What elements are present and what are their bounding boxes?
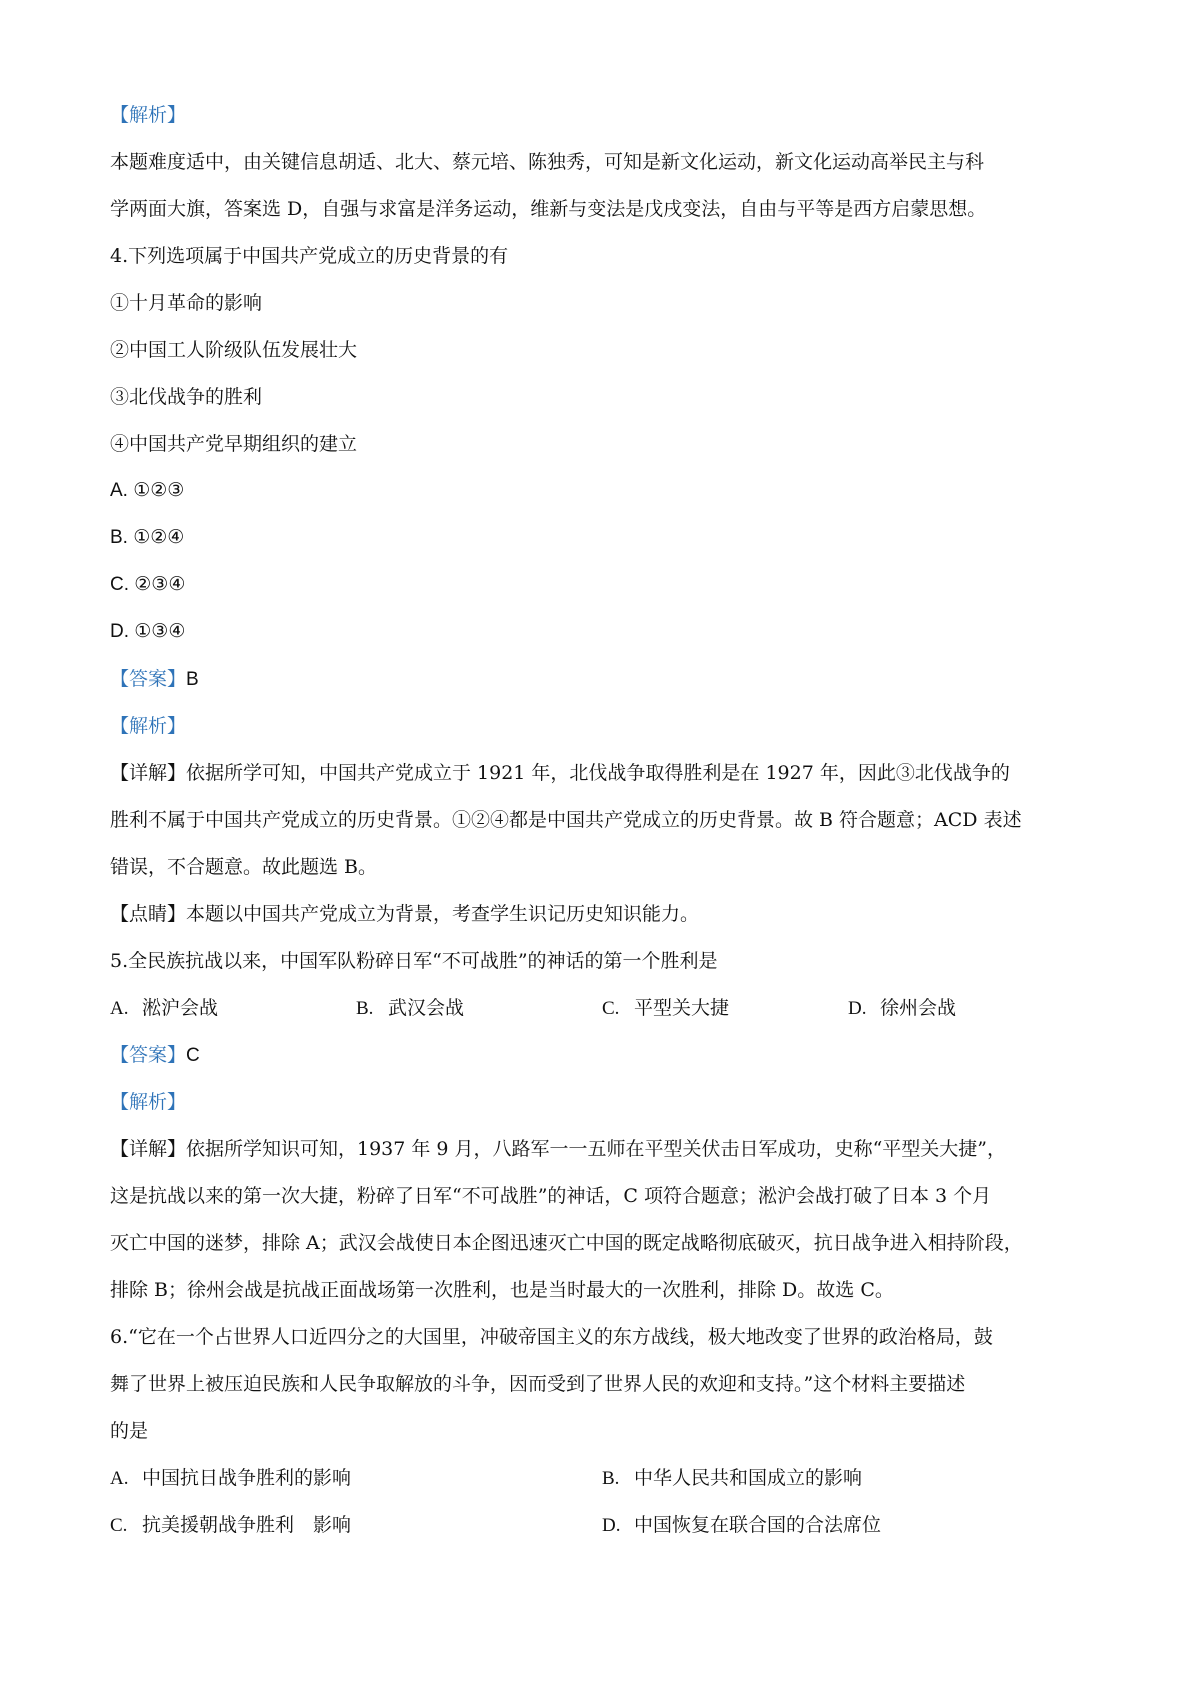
question-stem: 5.全民族抗战以来，中国军队粉碎日军“不可战胜”的神话的第一个胜利是 — [110, 950, 718, 972]
analysis-tag: 【解析】 — [110, 104, 187, 126]
analysis-tag: 【解析】 — [110, 1091, 187, 1113]
option-b — [356, 992, 464, 1025]
option-text: 中华人民共和国成立的影响 — [634, 1467, 863, 1489]
option-text: 抗美援朝战争胜利 影响 — [142, 1514, 352, 1536]
detail-text: 【详解】依据所学可知，中国共产党成立于 1921 年，北伐战争取得胜利是在 1927 年，因此③北伐战争的 — [110, 762, 1010, 784]
option-letter: A. — [110, 1468, 129, 1489]
option-c: C. ②③④ — [110, 574, 186, 595]
option-letter: C. — [110, 1515, 128, 1536]
answer-tag: 【答案】 — [110, 1044, 187, 1066]
answer-line — [110, 663, 1100, 696]
question-item: ②中国工人阶级队伍发展壮大 — [110, 339, 358, 361]
analysis-tag: 【解析】 — [110, 715, 187, 737]
question-stem: 6.“它在一个占世界人口近四分之的大国里，冲破帝国主义的东方战线，极大地改变了世界的政治格局，鼓 — [110, 1326, 993, 1348]
option-a: A. ①②③ — [110, 480, 185, 501]
option-letter: D. — [848, 998, 867, 1019]
option-text: 中国抗日战争胜利的影响 — [142, 1467, 352, 1489]
option-letter: C. — [602, 998, 620, 1019]
answer-tag: 【答案】 — [110, 668, 187, 690]
detail-text: 胜利不属于中国共产党成立的历史背景。①②④都是中国共产党成立的历史背景。故 B 符合题意；ACD 表述 — [110, 809, 1022, 831]
question-item: ①十月革命的影响 — [110, 292, 263, 314]
option-letter: A. — [110, 998, 129, 1019]
option-letter: B. — [356, 998, 374, 1019]
detail-text: 错误，不合题意。故此题选 B。 — [110, 856, 378, 878]
option-c — [110, 1509, 351, 1542]
comment-text: 【点睛】本题以中国共产党成立为背景，考查学生识记历史知识能力。 — [110, 903, 700, 925]
option-letter: B. — [602, 1468, 620, 1489]
option-text: 徐州会战 — [880, 997, 957, 1019]
analysis-text: 学两面大旗，答案选 D，自强与求富是洋务运动，维新与变法是戊戌变法，自由与平等是西方启蒙思想。 — [110, 198, 987, 220]
option-d — [602, 1509, 881, 1542]
answer-value: C — [186, 1045, 200, 1066]
question-item: ③北伐战争的胜利 — [110, 386, 263, 408]
question-stem: 舞了世界上被压迫民族和人民争取解放的斗争，因而受到了世界人民的欢迎和支持。”这个材料主要描述 — [110, 1373, 966, 1395]
option-text: 平型关大捷 — [634, 997, 730, 1019]
option-text: 武汉会战 — [388, 997, 465, 1019]
question-stem: 4.下列选项属于中国共产党成立的历史背景的有 — [110, 245, 509, 267]
option-a — [110, 992, 218, 1025]
analysis-text: 本题难度适中，由关键信息胡适、北大、蔡元培、陈独秀，可知是新文化运动，新文化运动高举民主与科 — [110, 151, 985, 173]
option-text: 中国恢复在联合国的合法席位 — [634, 1514, 882, 1536]
option-a — [110, 1462, 351, 1495]
detail-text: 灭亡中国的迷梦，排除 A；武汉会战使日本企图迅速灭亡中国的既定战略彻底破灭，抗日战争进入相持阶段， — [110, 1232, 1023, 1254]
detail-text: 【详解】依据所学知识可知，1937 年 9 月，八路军一一五师在平型关伏击日军成功，史称“平型关大捷”， — [110, 1138, 1006, 1160]
option-c — [602, 992, 729, 1025]
option-d — [848, 992, 956, 1025]
option-b — [602, 1462, 862, 1495]
option-text: 淞沪会战 — [142, 997, 219, 1019]
answer-value: B — [186, 669, 199, 690]
option-letter: D. — [602, 1515, 621, 1536]
answer-line — [110, 1039, 1100, 1072]
question-stem: 的是 — [110, 1420, 149, 1442]
detail-text: 这是抗战以来的第一次大捷，粉碎了日军“不可战胜”的神话，C 项符合题意；淞沪会战打破了日本 3 个月 — [110, 1185, 992, 1207]
option-d: D. ①③④ — [110, 621, 186, 642]
detail-text: 排除 B；徐州会战是抗战正面战场第一次胜利，也是当时最大的一次胜利，排除 D。故选 C。 — [110, 1279, 894, 1301]
question-item: ④中国共产党早期组织的建立 — [110, 433, 358, 455]
option-b: B. ①②④ — [110, 527, 185, 548]
